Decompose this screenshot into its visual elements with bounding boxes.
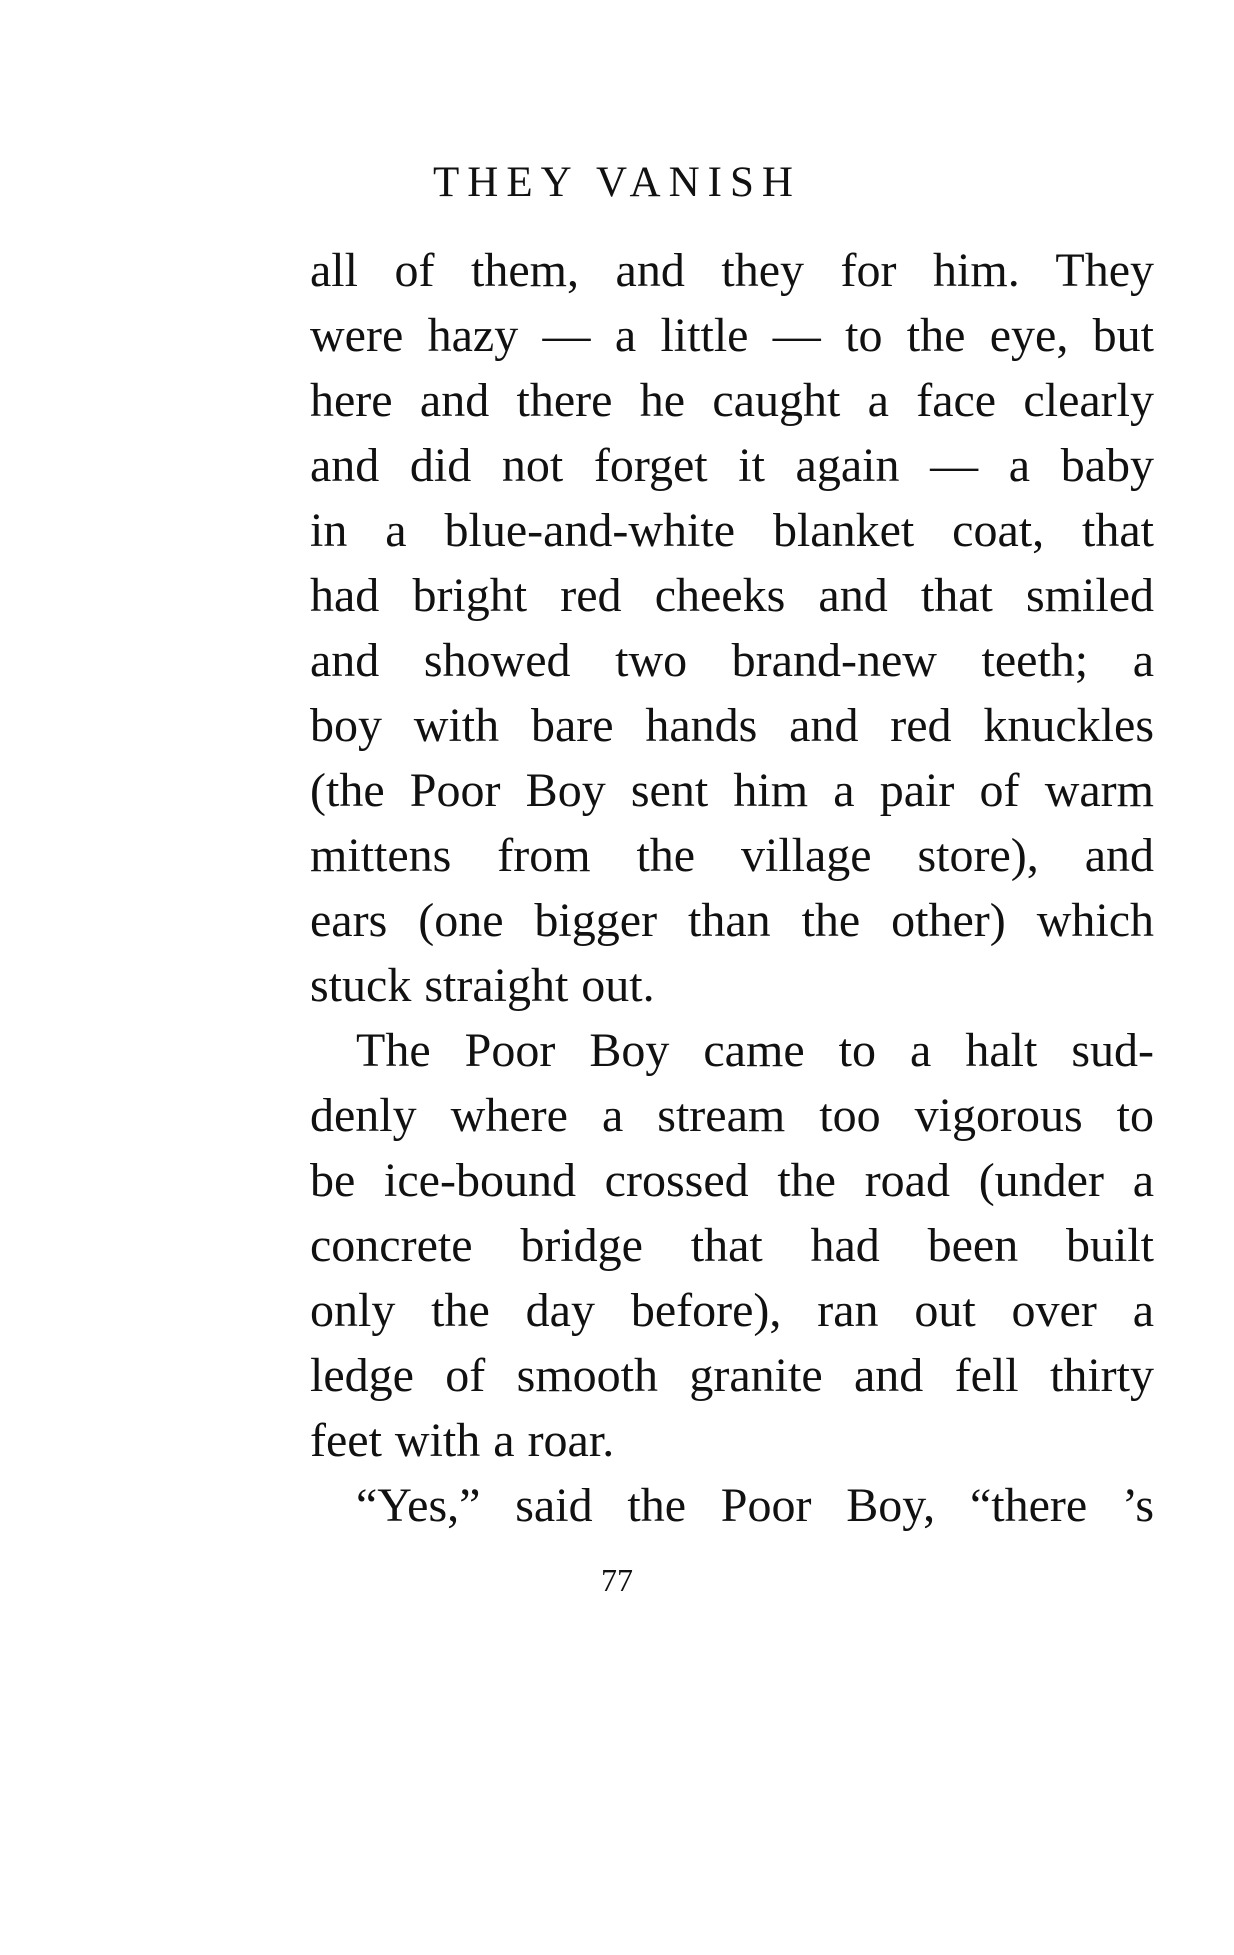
text-line: had bright red cheeks and that smiled	[310, 569, 1154, 622]
text-line: ledge of smooth granite and fell thirty	[310, 1349, 1154, 1402]
text-line: and did not forget it again — a baby	[310, 439, 1154, 492]
text-line: mittens from the village store), and	[310, 829, 1154, 882]
running-head: THEY VANISH	[433, 159, 801, 206]
text-line: be ice-bound crossed the road (under a	[310, 1154, 1154, 1207]
page-number: 77	[601, 1562, 633, 1598]
text-line: feet with a roar.	[310, 1414, 615, 1467]
text-line: in a blue-and-white blanket coat, that	[310, 504, 1154, 557]
text-line: stuck straight out.	[310, 959, 655, 1012]
text-line: all of them, and they for him. They	[310, 244, 1154, 297]
text-line: here and there he caught a face clearly	[310, 374, 1154, 427]
text-line: “Yes,” said the Poor Boy, “there ’s	[356, 1479, 1154, 1532]
text-line: (the Poor Boy sent him a pair of warm	[310, 764, 1154, 817]
text-line: were hazy — a little — to the eye, but	[310, 309, 1154, 362]
text-line: ears (one bigger than the other) which	[310, 894, 1154, 947]
text-line: boy with bare hands and red knuckles	[310, 699, 1154, 752]
text-line: The Poor Boy came to a halt sud-	[356, 1024, 1154, 1077]
body-text	[310, 238, 1154, 1538]
text-line: denly where a stream too vigorous to	[310, 1089, 1154, 1142]
text-line: and showed two brand-new teeth; a	[310, 634, 1154, 687]
text-line: only the day before), ran out over a	[310, 1284, 1154, 1337]
text-line: concrete bridge that had been built	[310, 1219, 1154, 1272]
